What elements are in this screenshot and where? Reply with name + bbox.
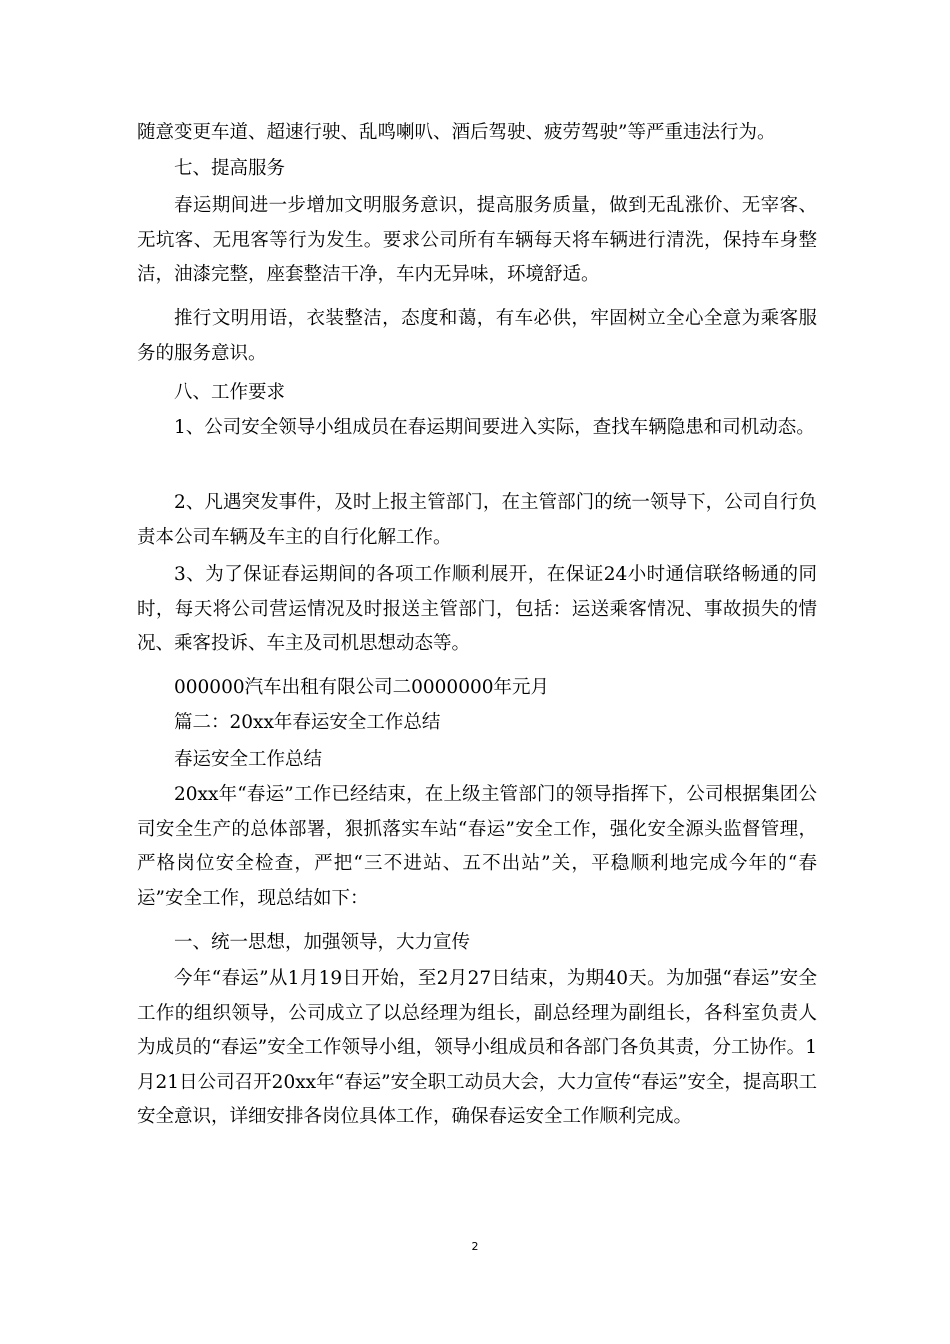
paragraph-requirement-2: 2、凡遇突发事件，及时上报主管部门，在主管部门的统一领导下，公司自行负责本公司车辆及车主的自行化解工作。 bbox=[137, 492, 817, 548]
paragraph-leadership: 今年“春运”从1月19日开始，至2月27日结束，为期40天。为加强“春运”安全工作的组织领导，公司成立了以总经理为组长，副总经理为副组长，各科室负责人为成员的“春运”安全工作领导小组，领导小组成员和各部门各负其责，分工协作。1月21日公司召开20xx年“春运”安全职工动员大会，大力宣传“春运”安全，提高职工安全意识，详细安排各岗位具体工作，确保春运安全工作顺利完成。 bbox=[137, 968, 817, 1127]
heading-improve-service: 七、提高服务 bbox=[174, 158, 286, 179]
paragraph-violations: 随意变更车道、超速行驶、乱鸣喇叭、酒后驾驶、疲劳驾驶”等严重违法行为。 bbox=[137, 122, 776, 143]
paragraph-civil-language: 推行文明用语，衣装整洁，态度和蔼，有车必供，牢固树立全心全意为乘客服务的服务意识。 bbox=[137, 308, 817, 364]
paragraph-requirement-1: 1、公司安全领导小组成员在春运期间要进入实际，查找车辆隐患和司机动态。 bbox=[174, 417, 815, 438]
heading-unify-thinking: 一、统一思想，加强领导，大力宣传 bbox=[174, 932, 471, 953]
paragraph-requirement-3: 3、为了保证春运期间的各项工作顺利展开，在保证24小时通信联络畅通的同时，每天将公司营运情况及时报送主管部门，包括：运送乘客情况、事故损失的情况、乘客投诉、车主及司机思想动态等。 bbox=[137, 564, 817, 654]
document-title: 春运安全工作总结 bbox=[174, 749, 323, 770]
paragraph-service-quality: 春运期间进一步增加文明服务意识，提高服务质量，做到无乱涨价、无宰客、无坑客、无甩客等行为发生。要求公司所有车辆每天将车辆进行清洗，保持车身整洁，油漆完整，座套整洁干净，车内无异味，环境舒适。 bbox=[137, 195, 817, 285]
heading-work-requirements: 八、工作要求 bbox=[174, 382, 286, 403]
page-number: 2 bbox=[471, 1240, 479, 1253]
signature-line: 000000汽车出租有限公司二0000000年元月 bbox=[174, 677, 550, 698]
paragraph-summary-intro: 20xx年“春运”工作已经结束，在上级主管部门的领导指挥下，公司根据集团公司安全生产的总体部署，狠抓落实车站“春运”安全工作，强化安全源头监督管理，严格岗位安全检查，严把“三不进站、五不出站”关，平稳顺利地完成今年的“春运”安全工作，现总结如下： bbox=[137, 784, 817, 909]
section-title-part-two: 篇二：20xx年春运安全工作总结 bbox=[174, 712, 441, 733]
